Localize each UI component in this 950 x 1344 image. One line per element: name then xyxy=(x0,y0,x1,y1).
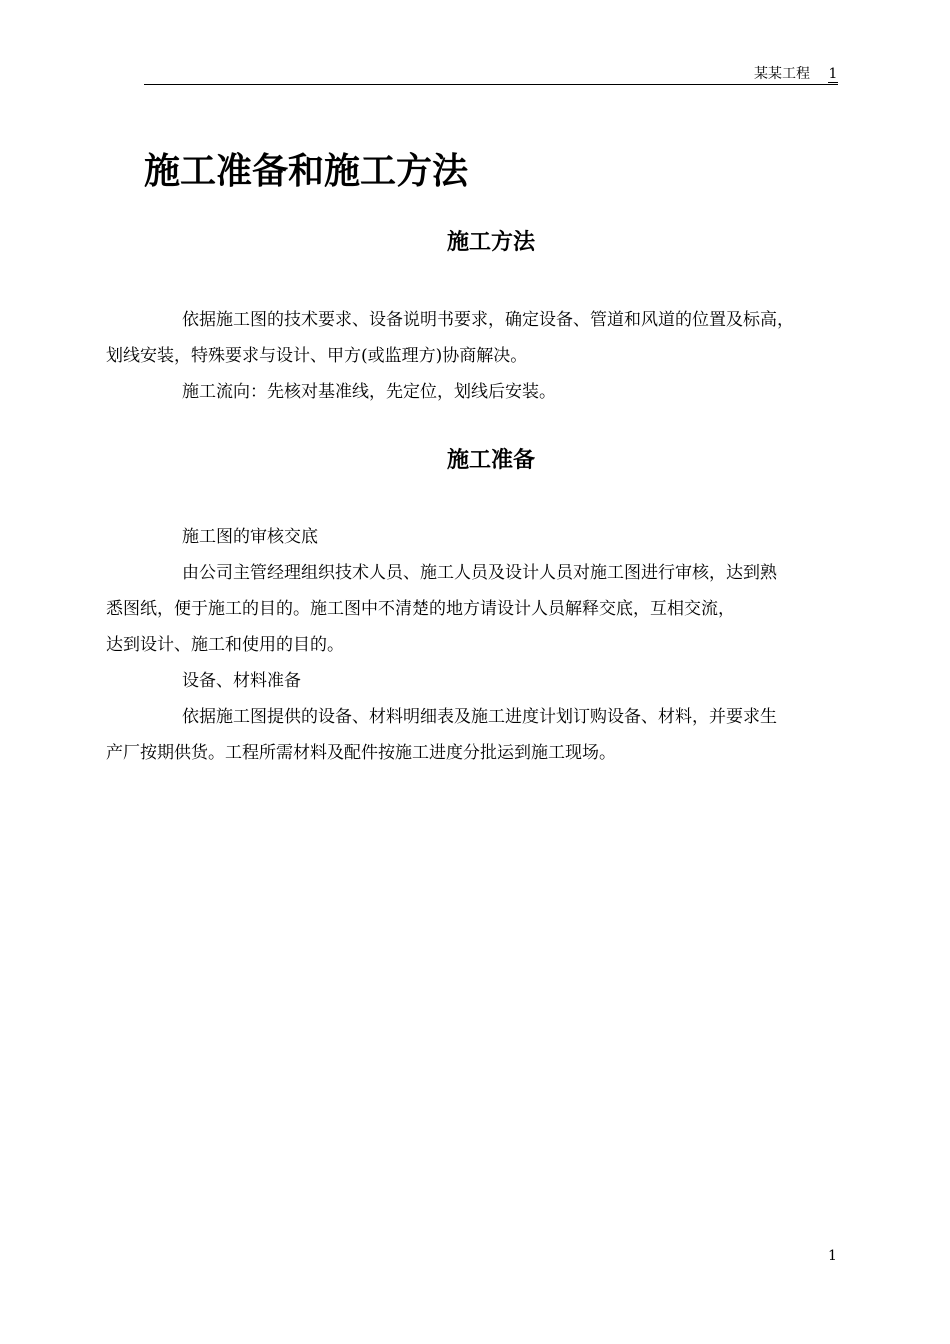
document-title: 施工准备和施工方法 xyxy=(144,151,469,192)
paragraph-line: 设备、材料准备 xyxy=(182,671,301,691)
paragraph-line: 依据施工图提供的设备、材料明细表及施工进度计划订购设备、材料，并要求生 xyxy=(182,707,777,727)
paragraph-line: 达到设计、施工和使用的目的。 xyxy=(106,635,344,655)
paragraph-line: 依据施工图的技术要求、设备说明书要求，确定设备、管道和风道的位置及标高， xyxy=(182,310,794,330)
paragraph-line: 划线安装，特殊要求与设计、甲方(或监理方)协商解决。 xyxy=(106,346,528,366)
page-header xyxy=(144,64,838,85)
header-title: 某某工程 xyxy=(754,66,810,82)
footer-page-number: 1 xyxy=(828,1248,837,1264)
paragraph-line: 施工图的审核交底 xyxy=(182,527,318,547)
paragraph-drawing-review-heading xyxy=(144,519,844,555)
header-page-number: 1 xyxy=(828,66,838,82)
paragraph-method-requirements xyxy=(106,302,844,374)
paragraph-line: 由公司主管经理组织技术人员、施工人员及设计人员对施工图进行审核，达到熟 xyxy=(182,563,777,583)
section-heading-preparation: 施工准备 xyxy=(446,448,535,473)
paragraph-materials xyxy=(106,699,844,771)
paragraph-materials-heading xyxy=(144,663,844,699)
paragraph-construction-flow xyxy=(144,374,844,410)
section-heading-method: 施工方法 xyxy=(446,230,535,255)
paragraph-line: 产厂按期供货。工程所需材料及配件按施工进度分批运到施工现场。 xyxy=(106,743,616,763)
paragraph-line: 悉图纸，便于施工的目的。施工图中不清楚的地方请设计人员解释交底，互相交流， xyxy=(106,599,735,619)
paragraph-drawing-review xyxy=(106,555,844,663)
paragraph-line: 施工流向：先核对基准线，先定位，划线后安装。 xyxy=(182,382,556,402)
